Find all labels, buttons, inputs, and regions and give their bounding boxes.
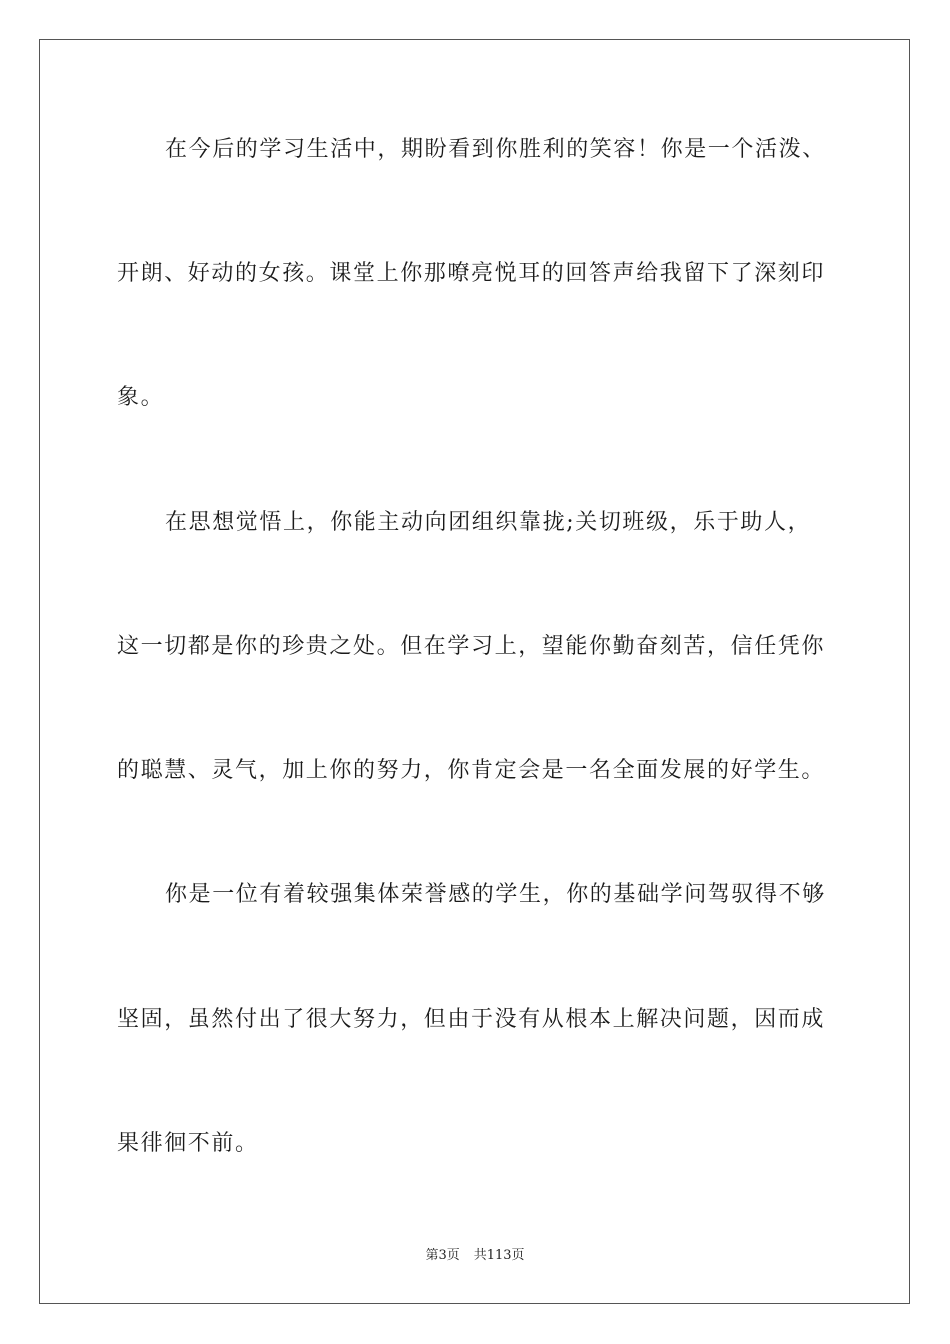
paragraph-3-line-3: 果徘徊不前。 (117, 1131, 259, 1156)
paragraph-2-line-3: 的聪慧、灵气，加上你的努力，你肯定会是一名全面发展的好学生。 (117, 758, 826, 783)
paragraph-3-line-1: 你是一位有着较强集体荣誉感的学生，你的基础学问驾驭得不够 (165, 882, 826, 907)
paragraph-3-line-2: 坚固，虽然付出了很大努力，但由于没有从根本上解决问题，因而成 (117, 1007, 826, 1032)
page-number-total: 共113页 (473, 1248, 525, 1263)
paragraph-1-line-2: 开朗、好动的女孩。课堂上你那嘹亮悦耳的回答声给我留下了深刻印 (117, 261, 826, 286)
page-number-current: 第3页 (425, 1248, 460, 1263)
paragraph-1-line-1: 在今后的学习生活中，期盼看到你胜利的笑容！你是一个活泼、 (165, 137, 826, 162)
paragraph-2-line-2: 这一切都是你的珍贵之处。但在学习上，望能你勤奋刻苦，信任凭你 (117, 634, 826, 659)
page-footer (0, 1247, 950, 1265)
paragraph-1-line-3: 象。 (117, 385, 165, 410)
paragraph-2-line-1: 在思想觉悟上，你能主动向团组织靠拢;关切班级，乐于助人， (165, 510, 812, 535)
page-border (39, 39, 910, 1304)
